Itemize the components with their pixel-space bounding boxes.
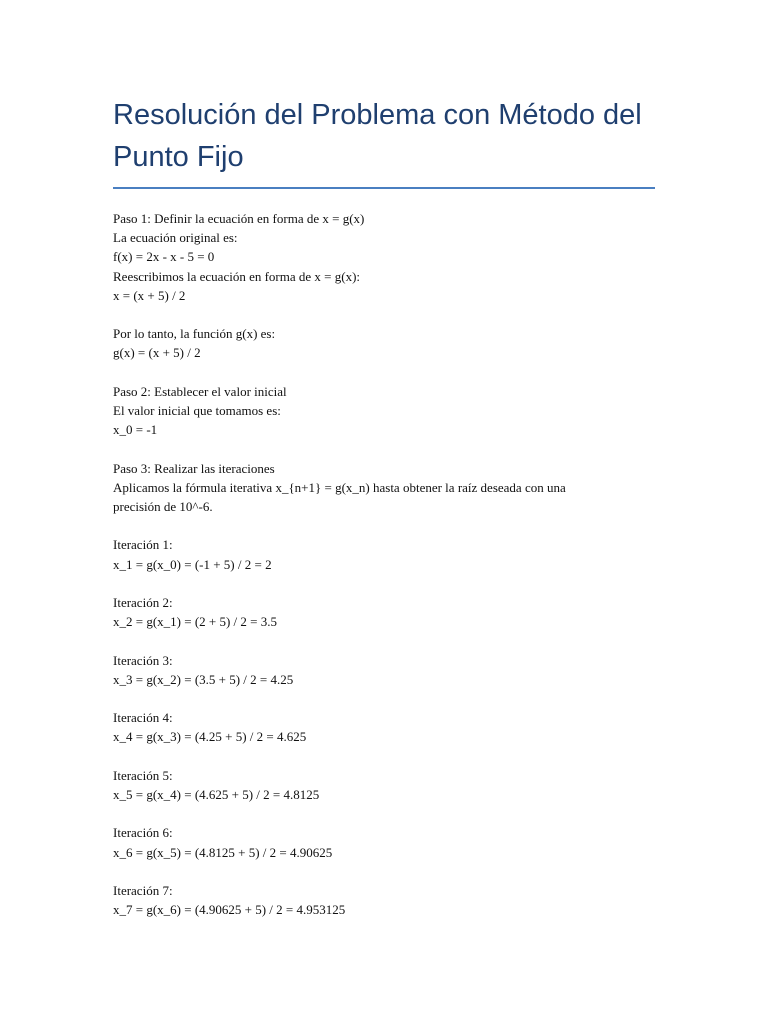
text-line: Iteración 5: — [113, 767, 173, 783]
text-line: La ecuación original es: — [113, 230, 238, 246]
text-line: x_0 = -1 — [113, 422, 158, 438]
text-line: Iteración 2: — [113, 594, 173, 610]
blank-line — [113, 363, 655, 382]
blank-line — [113, 439, 655, 458]
document-title: Resolución del Problema con Método del Punto Fijo — [113, 99, 642, 173]
blank-line — [113, 574, 655, 593]
blank-line — [113, 747, 655, 766]
blank-line — [113, 862, 655, 881]
text-line: Por lo tanto, la función g(x) es: — [113, 326, 276, 342]
blank-line — [113, 804, 655, 823]
text-line: Reescribimos la ecuación en forma de x = g(x): — [113, 268, 361, 284]
text-line: Aplicamos la fórmula iterativa x_{n+1} = g(x_n) hasta obtener la raíz deseada con una — [113, 479, 566, 495]
text-line: x_4 = g(x_3) = (4.25 + 5) / 2 = 4.625 — [113, 729, 307, 745]
text-line: Iteración 1: — [113, 537, 173, 553]
blank-line — [113, 689, 655, 708]
text-line: x = (x + 5) / 2 — [113, 287, 186, 303]
title-underline — [113, 187, 655, 189]
blank-line — [113, 305, 655, 324]
text-line: x_6 = g(x_5) = (4.8125 + 5) / 2 = 4.90625 — [113, 844, 333, 860]
blank-line — [113, 631, 655, 650]
text-line: Iteración 7: — [113, 882, 173, 898]
blank-line — [113, 516, 655, 535]
text-line: x_3 = g(x_2) = (3.5 + 5) / 2 = 4.25 — [113, 671, 294, 687]
text-line: precisión de 10^-6. — [113, 499, 213, 514]
text-line: Iteración 4: — [113, 710, 173, 726]
text-line: x_5 = g(x_4) = (4.625 + 5) / 2 = 4.8125 — [113, 786, 320, 802]
text-line: x_2 = g(x_1) = (2 + 5) / 2 = 3.5 — [113, 614, 278, 630]
text-line: Paso 2: Establecer el valor inicial — [113, 383, 287, 399]
text-line: g(x) = (x + 5) / 2 — [113, 345, 201, 361]
text-line: x_1 = g(x_0) = (-1 + 5) / 2 = 2 — [113, 556, 272, 572]
text-line: Paso 1: Definir la ecuación en forma de x = g(x) — [113, 211, 365, 226]
text-line: El valor inicial que tomamos es: — [113, 403, 281, 418]
document-page — [113, 0, 655, 919]
text-line: Paso 3: Realizar las iteraciones — [113, 460, 275, 476]
text-line: f(x) = 2x - x - 5 = 0 — [113, 249, 215, 265]
text-line: Iteración 6: — [113, 825, 173, 841]
document-body — [113, 209, 655, 919]
text-line: Iteración 3: — [113, 652, 173, 668]
text-line: x_7 = g(x_6) = (4.90625 + 5) / 2 = 4.953125 — [113, 902, 346, 918]
